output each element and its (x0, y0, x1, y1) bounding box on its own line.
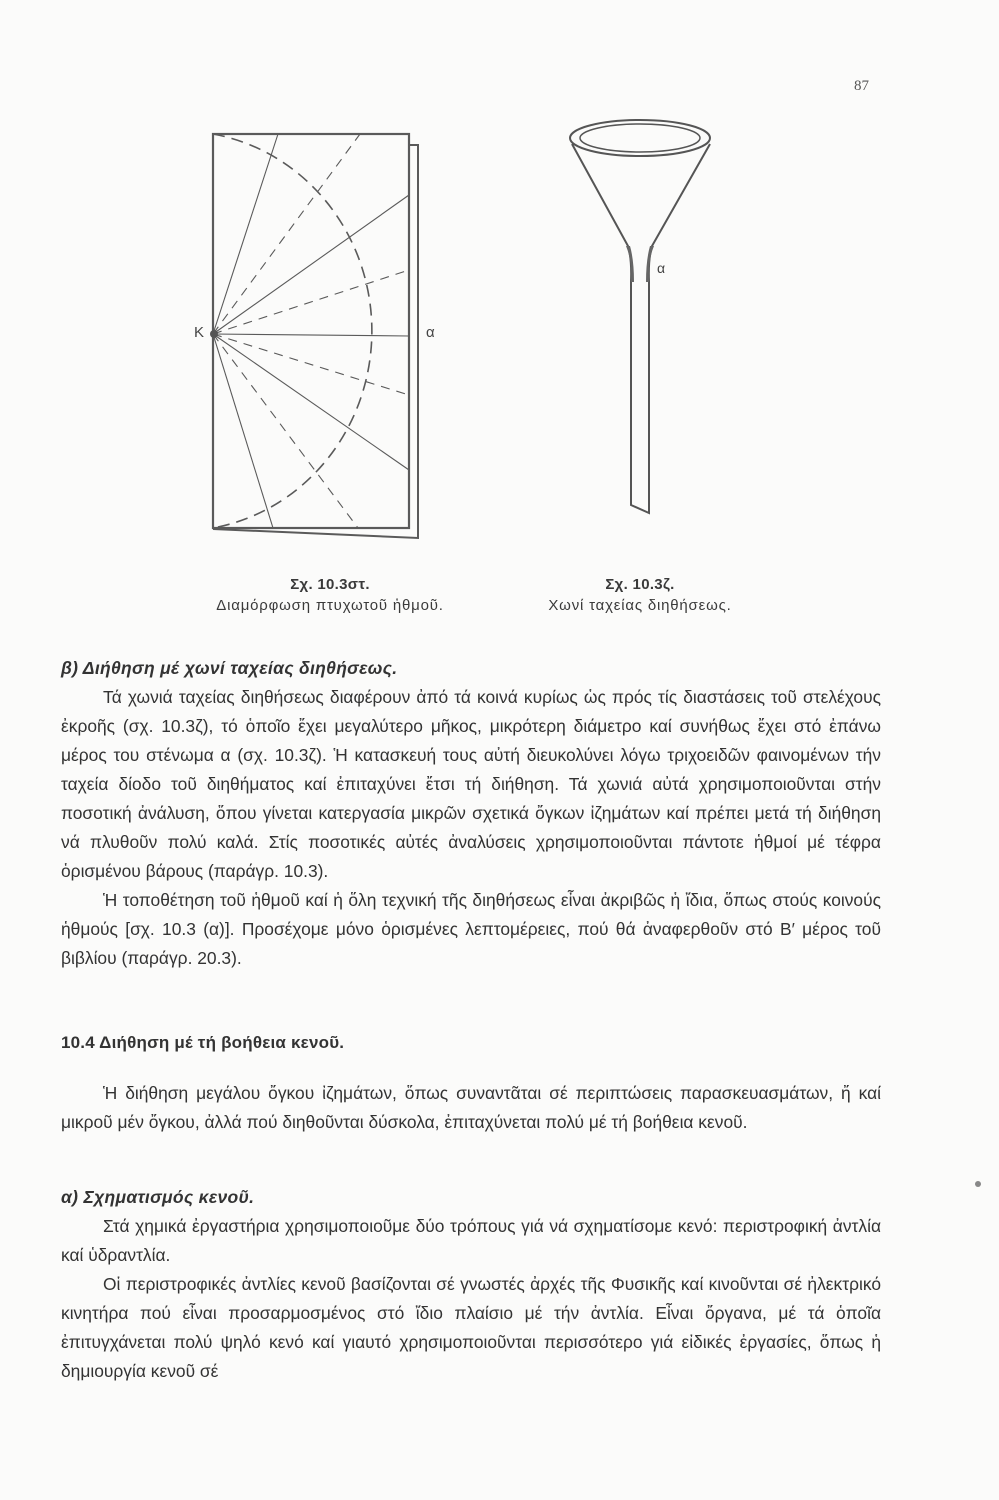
section-a (61, 1183, 881, 1386)
funnel-diagram (550, 110, 730, 550)
figure-caption-10-3st (175, 576, 485, 614)
label-alpha-constriction: α (657, 260, 666, 276)
figure-caption-text: Διαμόρφωση πτυχωτοῦ ἡθμοῦ. (216, 597, 444, 614)
margin-mark (975, 1181, 981, 1187)
section-heading-10-4: 10.4 Διήθηση μέ τή βοήθεια κενοῦ. (61, 1033, 345, 1052)
label-k: Κ (194, 324, 205, 341)
center-point-k (210, 330, 218, 338)
paragraph: Οἱ περιστροφικές ἀντλίες κενοῦ βασίζονται σέ γνωστές ἀρχές τῆς Φυσικῆς καί κινοῦνται σέ ἠλεκτρικό κινητήρα πού εἶναι προσαρμοσμένος στό ἴδιο πλαίσιο μέ τήν ἀντλία. Εἶναι ὄργανα, μέ τά ὁποῖα ἐπιτυγχάνεται πολύ ψηλό κενό καί γιαυτό χρησιμοποιοῦνται περισσότερο γιά εἰδικές ἐργασίες, ὅπως ἡ δημιουργία κενοῦ σέ (61, 1274, 881, 1381)
paragraph: Ἡ διήθηση μεγάλου ὄγκου ἰζημάτων, ὅπως συναντᾶται σέ περιπτώσεις παρασκευασμάτων, ἤ καί μικροῦ μέν ὄγκου, ἀλλά πού διηθοῦνται δύσκολα, ἐπιταχύνεται πολύ μέ τή βοήθεια κενοῦ. (61, 1083, 881, 1132)
pleated-filter-diagram (180, 120, 450, 560)
figure-caption-10-3z (500, 576, 780, 614)
paragraph: Τά χωνιά ταχείας διηθήσεως διαφέρουν ἀπό τά κοινά κυρίως ὡς πρός τίς διαστάσεις τοῦ στελέχους ἐκροῆς (σχ. 10.3ζ), τό ὁποῖο ἔχει μεγαλύτερο μῆκος, μικρότερη διάμετρο καί συνήθως ἔχει στό ἐπάνω μέρος του στένωμα α (σχ. 10.3ζ). Ἡ κατασκευή τους αὐτή διευκολύνει λόγω τριχοειδῶν φαινομένων τήν ταχεία δίοδο τοῦ διηθήματος καί ἐπιταχύνει ἔτσι τή διήθηση. Τά χωνιά αὐτά χρησιμοποιοῦνται στήν ποσοτική ἀνάλυση, ὅπου γίνεται κατεργασία μικρῶν σχετικά ὄγκων ἰζημάτων καί πρέπει μετά τή διήθηση νά πλυθοῦν πολύ καλά. Στίς ποσοτικές αὐτές ἀναλύσεις χρησιμοποιοῦνται πάντοτε ἡθμοί μέ τέφρα ὁρισμένου βάρους (παράγρ. 10.3). (61, 687, 881, 881)
subheading-b: β) Διήθηση μέ χωνί ταχείας διηθήσεως. (61, 658, 398, 678)
paragraph: Στά χημικά ἐργαστήρια χρησιμοποιοῦμε δύο τρόπους γιά νά σχηματίσομε κενό: περιστροφική ἀντλία καί ὑδραντλία. (61, 1216, 881, 1265)
section-10-4 (61, 1028, 881, 1137)
paragraph: Ἡ τοποθέτηση τοῦ ἡθμοῦ καί ἡ ὅλη τεχνική τῆς διηθήσεως εἶναι ἀκριβῶς ἡ ἴδια, ὅπως στούς κοινούς ἡθμούς [σχ. 10.3 (α)]. Προσέχομε μόνο ὁρισμένες λεπτομέρειες, πού θά ἀναφερθοῦν στό Β′ μέρος τοῦ βιβλίου (παράγρ. 20.3). (61, 890, 881, 968)
label-alpha-edge: α (426, 324, 435, 341)
subheading-a: α) Σχηματισμός κενοῦ. (61, 1187, 255, 1207)
section-b (61, 654, 881, 973)
figure-caption-text: Χωνί ταχείας διηθήσεως. (548, 597, 732, 614)
figure-pleated-filter (180, 120, 450, 560)
page-number: 87 (854, 78, 869, 94)
figure-fast-funnel (550, 110, 730, 550)
figure-number: Σχ. 10.3ζ. (605, 576, 675, 593)
figure-number: Σχ. 10.3στ. (290, 576, 370, 593)
